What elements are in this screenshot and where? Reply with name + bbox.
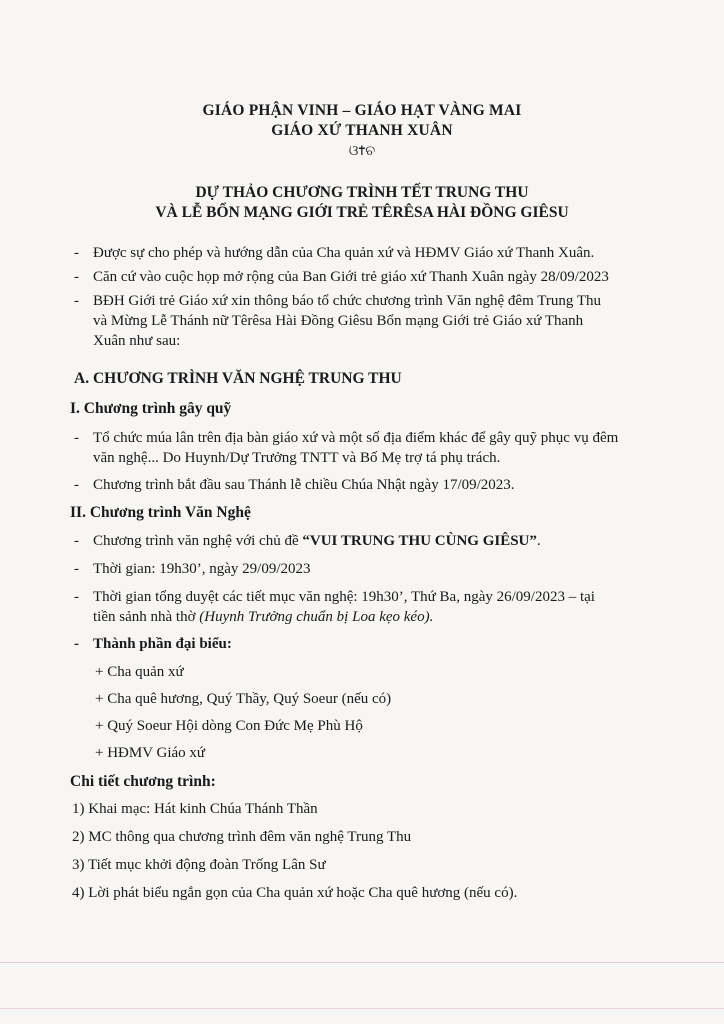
document-header bbox=[0, 101, 724, 161]
section-a-heading: A. CHƯƠNG TRÌNH VĂN NGHỆ TRUNG THU bbox=[74, 370, 402, 387]
page-divider bbox=[0, 962, 724, 963]
page-divider bbox=[0, 1008, 724, 1009]
bullet-dash: - bbox=[74, 589, 79, 605]
details-heading: Chi tiết chương trình: bbox=[70, 773, 216, 790]
document-page: GIÁO PHẬN VINH – GIÁO HẠT VÀNG MAI GIÁO XỨ THANH XUÂN ଓ✝ଚ DỰ THẢO CHƯƠNG TRÌNH TẾT TRUNG THU VÀ LỄ BỔN MẠNG GIỚI TRẺ TÊRÊSA HÀI ĐỒNG GIÊSU - Được sự cho phép và hướng dẫn của Cha quản xứ và HĐMV Giáo xứ Thanh Xuân. - Căn cứ vào cuộc họp mở rộng của Ban Giới trẻ giáo xứ Thanh Xuân ngày 28/09/2023 - BĐH Giới trẻ Giáo xứ xin thông báo tổ chức chương trình Văn nghệ đêm Trung Thu và Mừng Lễ Thánh nữ Têrêsa Hài Đồng Giêsu Bổn mạng Giới trẻ Giáo xứ Thanh Xuân như sau: A. CHƯƠNG TRÌNH VĂN NGHỆ TRUNG THU I. Chương trình gây quỹ - Tổ chức múa lân trên địa bàn giáo xứ và một số địa điểm khác để gây quỹ phục vụ đêm văn nghệ... Do Huynh/Dự Trưởng TNTT và Bố Mẹ trợ tá phụ trách. - Chương trình bắt đầu sau Thánh lễ chiều Chúa Nhật ngày 17/09/2023. II. Chương trình Văn Nghệ - Chương trình văn nghệ với chủ đề “VUI TRUNG THU CÙNG GIÊSU”. - Thời gian: 19h30’, ngày 29/09/2023 - Thời gian tổng duyệt các tiết mục văn nghệ: 19h30’, Thứ Ba, ngày 26/09/2023 – tại tiền sảnh nhà thờ (Huynh Trưởng chuẩn bị Loa kẹo kéo). - Thành phần đại biểu: + Cha quản xứ + Cha quê hương, Quý Thầy, Quý Soeur (nếu có) + Quý Soeur Hội dòng Con Đức Mẹ Phù Hộ + HĐMV Giáo xứ Chi tiết chương trình: 1) Khai mạc: Hát kinh Chúa Thánh Thần 2) MC thông qua chương trình đêm văn nghệ Trung Thu 3) Tiết mục khởi động đoàn Trống Lân Sư 4) Lời phát biểu ngắn gọn của Cha quản xứ hoặc Cha quê hương (nếu có). bbox=[0, 0, 724, 1024]
theme-name: “VUI TRUNG THU CÙNG GIÊSU” bbox=[302, 533, 537, 549]
diocese-line: GIÁO PHẬN VINH – GIÁO HẠT VÀNG MAI bbox=[202, 102, 522, 119]
details-item: 4) Lời phát biểu ngắn gọn của Cha quản xứ hoặc Cha quê hương (nếu có). bbox=[72, 885, 518, 901]
bullet-dash: - bbox=[74, 269, 79, 285]
section-i-heading: I. Chương trình gây quỹ bbox=[70, 400, 232, 417]
guest-item: + Cha quản xứ bbox=[95, 664, 184, 680]
bullet-dash: - bbox=[74, 533, 79, 549]
details-item: 3) Tiết mục khởi động đoàn Trống Lân Sư bbox=[72, 857, 326, 873]
bullet-dash: - bbox=[74, 430, 79, 446]
bullet-dash: - bbox=[74, 636, 79, 652]
guest-item: + Quý Soeur Hội dòng Con Đức Mẹ Phù Hộ bbox=[95, 718, 363, 734]
guests-heading: Thành phần đại biểu: bbox=[93, 636, 232, 652]
section-ii-heading: II. Chương trình Văn Nghệ bbox=[70, 504, 251, 521]
details-item: 2) MC thông qua chương trình đêm văn nghệ Trung Thu bbox=[72, 829, 412, 845]
bullet-dash: - bbox=[74, 561, 79, 577]
cross-ornament-icon: ଓ✝ଚ bbox=[348, 144, 376, 159]
guest-item: + Cha quê hương, Quý Thầy, Quý Soeur (nếu có) bbox=[95, 691, 392, 707]
document-title bbox=[0, 183, 724, 223]
parish-line: GIÁO XỨ THANH XUÂN bbox=[271, 122, 453, 139]
bullet-dash: - bbox=[74, 477, 79, 493]
title-line-1: DỰ THẢO CHƯƠNG TRÌNH TẾT TRUNG THU bbox=[195, 184, 529, 201]
guest-item: + HĐMV Giáo xứ bbox=[95, 745, 206, 761]
title-line-2: VÀ LỄ BỔN MẠNG GIỚI TRẺ TÊRÊSA HÀI ĐỒNG GIÊSU bbox=[155, 204, 569, 221]
details-item: 1) Khai mạc: Hát kinh Chúa Thánh Thần bbox=[72, 801, 318, 817]
bullet-dash: - bbox=[74, 245, 79, 261]
bullet-dash: - bbox=[74, 293, 79, 309]
